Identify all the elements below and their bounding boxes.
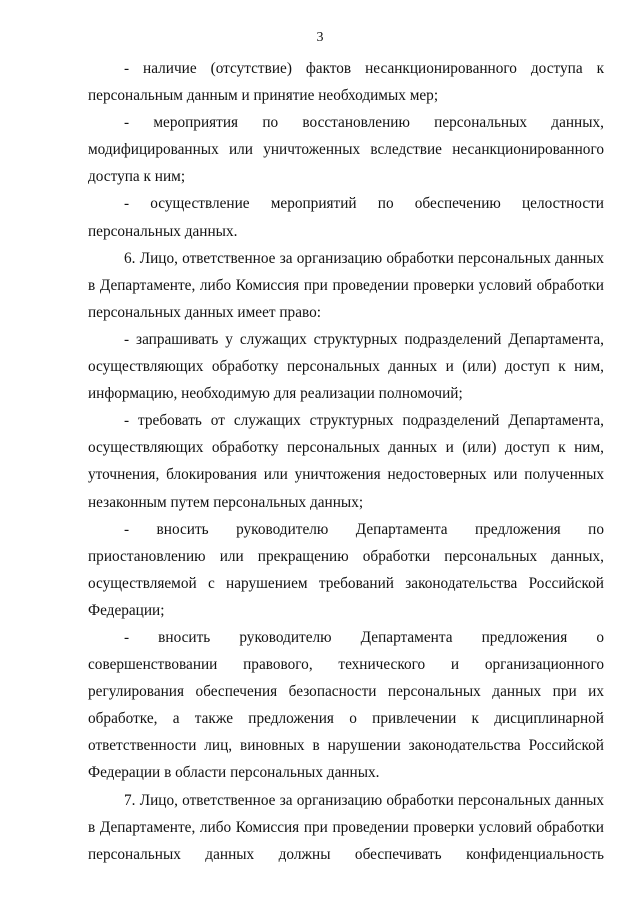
page-number: 3: [316, 30, 324, 45]
paragraph-demand-correction: - требовать от служащих структурных подразделений Департамента, осуществляющих обработку персональных данных и (или) доступ к ним, уточнения, блокирования или уничтожения недостоверных или полученных незаконным путем персональных данных;: [88, 412, 604, 511]
paragraph-request-info: - запрашивать у служащих структурных подразделений Департамента, осуществляющих обработку персональных данных и (или) доступ к ним, информацию, необходимую для реализации полномочий;: [88, 330, 604, 403]
paragraph-data-integrity: - осуществление мероприятий по обеспечению целостности персональных данных.: [88, 195, 604, 240]
document-body: [88, 55, 604, 868]
paragraph-improvement-proposals: - вносить руководителю Департамента предложения о совершенствовании правового, технического и организационного регулирования обеспечения безопасности персональных данных при их обработке, а также предложения о привлечении к дисциплинарной ответственности лиц, виновных в нарушении законодательства Российской Федерации в области персональных данных.: [88, 628, 604, 782]
paragraph-unauthorized-access: - наличие (отсутствие) фактов несанкционированного доступа к персональным данным и принятие необходимых мер;: [88, 60, 604, 105]
paragraph-section-7: 7. Лицо, ответственное за организацию обработки персональных данных в Департаменте, либо Комиссия при проведении проверки условий обработки персональных данных должны обеспечивать конфиденциальность: [88, 791, 604, 863]
paragraph-data-recovery: - мероприятия по восстановлению персональных данных, модифицированных или уничтоженных вследствие несанкционированного доступа к ним;: [88, 114, 604, 186]
paragraph-section-6: 6. Лицо, ответственное за организацию обработки персональных данных в Департаменте, либо Комиссия при проведении проверки условий обработки персональных данных имеет право:: [88, 249, 604, 321]
paragraph-suspend-processing: - вносить руководителю Департамента предложения по приостановлению или прекращению обработки персональных данных, осуществляемой с нарушением требований законодательства Российской Федерации;: [88, 520, 604, 619]
